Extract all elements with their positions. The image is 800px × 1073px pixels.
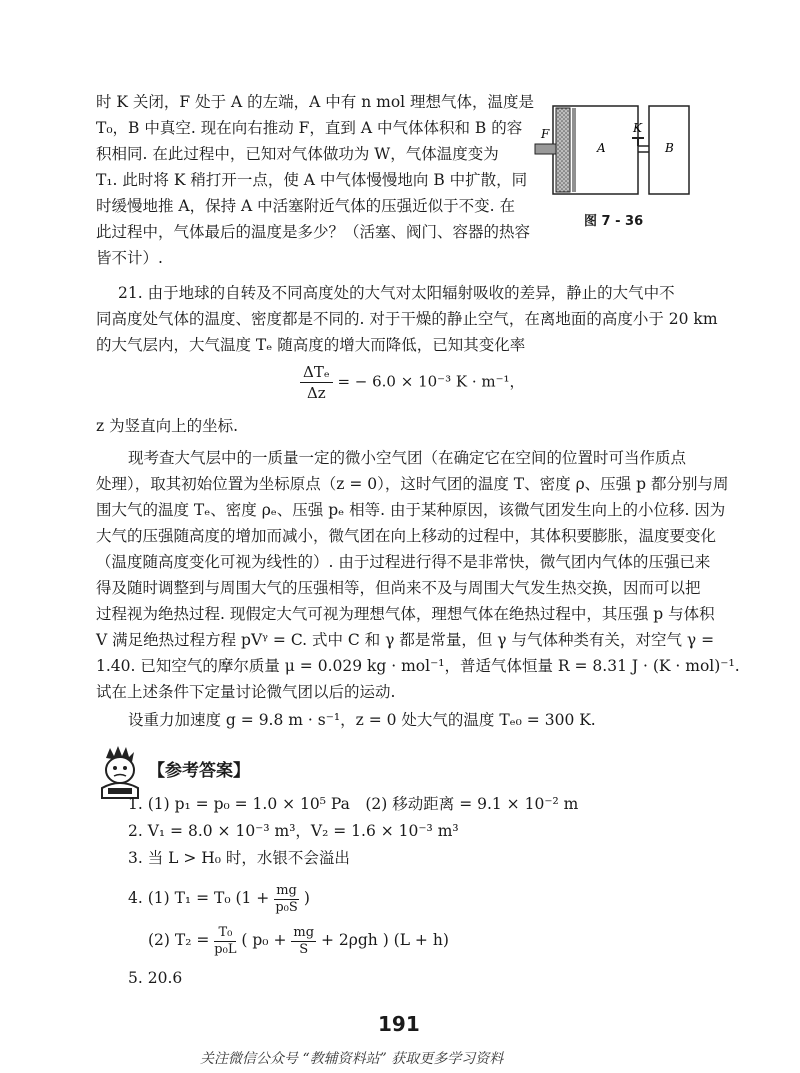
text-line: 现考查大气层中的一质量一定的微小空气团（在确定它在空间的位置时可当作质点 [128, 449, 687, 467]
label-f: F [541, 127, 550, 141]
page-number: 191 [378, 1012, 420, 1036]
text-line: 此过程中，气体最后的温度是多少？（活塞、阀门、容器的热容 [96, 223, 531, 241]
answer-4-2-prefix: (2) T₂ = [148, 931, 210, 949]
text-line: 时 K 关闭，F 处于 A 的左端，A 中有 n mol 理想气体，温度是 [96, 93, 535, 111]
answer-4-1-prefix: 4. (1) T₁ = T₀ (1 + [128, 889, 270, 907]
text-line: 大气的压强随高度的增加而减小，微气团在向上移动的过程中，其体积要膨胀，温度要变化 [96, 527, 717, 545]
answer-4-2-num: T₀ [214, 925, 236, 942]
footer-note: 关注微信公众号 “教辅资料站” 获取更多学习资料 [200, 1051, 504, 1067]
text-line: 围大气的温度 Tₑ、密度 ρₑ、压强 pₑ 相等. 由于某种原因，该微气团发生向上的小位移. 因为 [96, 501, 726, 519]
text-line: 的大气层内，大气温度 Tₑ 随高度的增大而降低，已知其变化率 [96, 336, 526, 354]
answer-4-2-mid: ( p₀ + [241, 931, 287, 949]
answer-4-1-suffix: ) [303, 889, 310, 907]
answer-1: 1. (1) p₁ = p₀ = 1.0 × 10⁵ Pa (2) 移动距离 = 9.1 × 10⁻² m [128, 795, 579, 813]
text-line: 试在上述条件下定量讨论微气团以后的运动. [96, 683, 396, 701]
answer-4-1 [128, 878, 310, 918]
cylinder-figure [533, 100, 693, 200]
answer-5: 5. 20.6 [128, 969, 183, 987]
label-k: K [633, 121, 642, 135]
figure-caption: 图 7 - 36 [584, 214, 644, 229]
label-a: A [597, 141, 606, 155]
text-line: T₁. 此时将 K 稍打开一点，使 A 中气体慢慢地向 B 中扩散，同 [96, 171, 528, 189]
text-line: 过程视为绝热过程. 现假定大气可视为理想气体，理想气体在绝热过程中，其压强 p 与体积 [96, 605, 715, 623]
text-line: 皆不计）. [96, 249, 163, 267]
text-line: 时缓慢地推 A，保持 A 中活塞附近气体的压强近似于不变. 在 [96, 197, 516, 215]
answer-4-2 [148, 920, 449, 960]
text-line: T₀，B 中真空. 现在向右推动 F，直到 A 中气体体积和 B 的容 [96, 119, 523, 137]
text-line: 同高度处气体的温度、密度都是不同的. 对于干燥的静止空气，在离地面的高度小于 20 km [96, 310, 718, 328]
text-line: 1.40. 已知空气的摩尔质量 μ = 0.029 kg · mol⁻¹，普适气体恒量 R = 8.31 J · (K · mol)⁻¹. [96, 657, 740, 675]
formula-rhs: = − 6.0 × 10⁻³ K · m⁻¹， [337, 372, 525, 391]
answer-2: 2. V₁ = 8.0 × 10⁻³ m³，V₂ = 1.6 × 10⁻³ m³ [128, 822, 459, 840]
text-line: 设重力加速度 g = 9.8 m · s⁻¹，z = 0 处大气的温度 Tₑ₀ = 300 K. [128, 711, 596, 729]
piston-rod [535, 144, 556, 154]
answer-4-1-num: mg [276, 882, 297, 898]
answer-4-1-den: p₀S [275, 899, 298, 915]
answer-4-2-den2: S [299, 941, 309, 957]
label-b: B [665, 141, 674, 155]
formula-denominator: Δz [306, 384, 326, 402]
text-line: 积相同. 在此过程中，已知对气体做功为 W，气体温度变为 [96, 145, 499, 163]
text-line: 处理），取其初始位置为坐标原点（z = 0），这时气团的温度 T、密度 ρ、压强 p 都分别与周 [96, 475, 729, 493]
text-line: V 满足绝热过程方程 pVᵞ = C. 式中 C 和 γ 都是常量，但 γ 与气体种类有关，对空气 γ = [96, 631, 715, 649]
text-line: （温度随高度变化可视为线性的）. 由于过程进行得不是非常快，微气团内气体的压强已来 [96, 553, 711, 571]
lapse-rate-formula [300, 362, 525, 403]
answer-4-2-den: p₀L [214, 941, 237, 957]
piston [556, 108, 570, 192]
text-line: 21. 由于地球的自转及不同高度处的大气对太阳辐射吸收的差异，静止的大气中不 [118, 284, 675, 302]
answer-3: 3. 当 L > H₀ 时，水银不会溢出 [128, 849, 350, 867]
text-line: 得及随时调整到与周围大气的压强相等，但尚来不及与周围大气发生热交换，因而可以把 [96, 579, 701, 597]
formula-numerator: ΔTₑ [300, 362, 333, 383]
answers-title: 【参考答案】 [148, 761, 250, 781]
answer-4-2-suffix: + 2ρgh ) (L + h) [320, 931, 449, 949]
text-line: z 为竖直向上的坐标. [96, 417, 239, 435]
answer-4-2-num2: mg [293, 924, 315, 940]
